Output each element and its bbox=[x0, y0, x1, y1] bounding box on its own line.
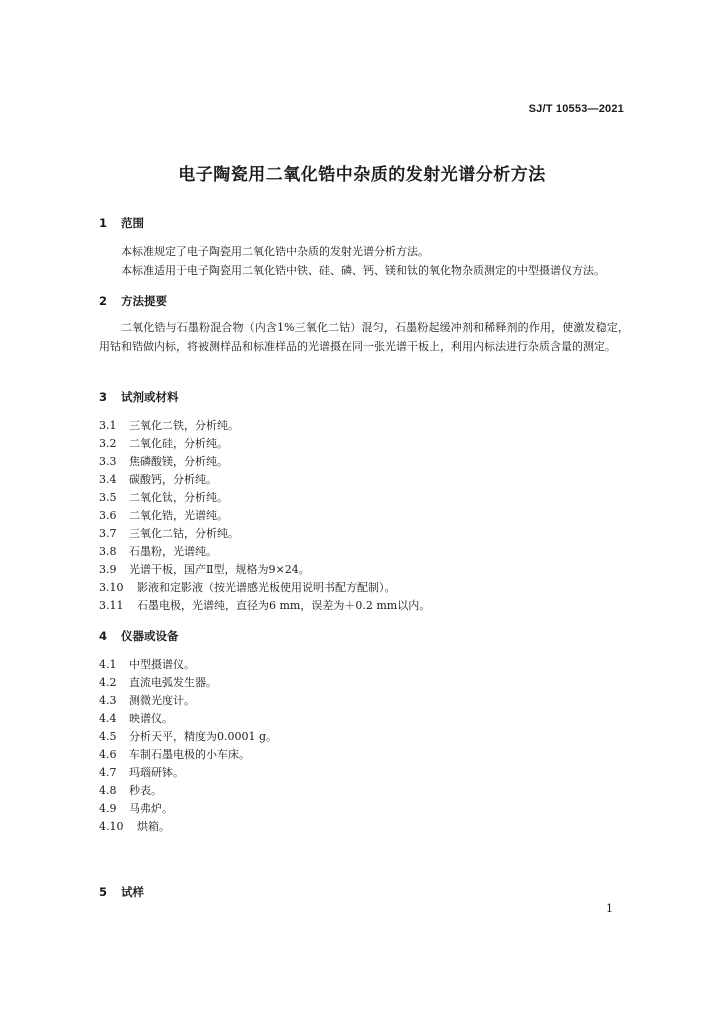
list-item: 4.5 分析天平，精度为0.0001 g。 bbox=[99, 730, 278, 743]
section-title: 仪器或设备 bbox=[121, 629, 179, 643]
list-item: 4.1 中型摄谱仪。 bbox=[99, 658, 195, 671]
section-number: 1 bbox=[99, 216, 108, 230]
scope-line-2: 本标准适用于电子陶瓷用二氧化锆中铁、硅、磷、钙、镁和钛的氧化物杂质测定的中型摄谱仪方法。 bbox=[121, 264, 605, 277]
method-summary-paragraph: 二氧化锆与石墨粉混合物（内含1%三氧化二钴）混匀，石墨粉起缓冲剂和稀释剂的作用，使激发稳定，用钴和锆做内标，将被测样品和标准样品的光谱摄在同一张光谱干板上，利用内标法进行杂质含量的测定。 bbox=[99, 321, 629, 353]
section-title: 试样 bbox=[121, 885, 145, 899]
list-item: 3.3 焦磷酸镁，分析纯。 bbox=[99, 455, 228, 468]
section-number: 2 bbox=[99, 294, 108, 308]
section-heading-1 bbox=[99, 215, 144, 231]
list-item: 4.9 马弗炉。 bbox=[99, 802, 173, 815]
page-number: 1 bbox=[606, 902, 613, 915]
list-item: 3.5 二氧化钛，分析纯。 bbox=[99, 491, 228, 504]
section-title: 试剂或材料 bbox=[121, 390, 179, 404]
list-item: 3.1 三氧化二铁，分析纯。 bbox=[99, 419, 239, 432]
list-item: 4.4 映谱仪。 bbox=[99, 712, 173, 725]
section-heading-4 bbox=[99, 628, 179, 644]
list-item: 3.2 二氧化硅，分析纯。 bbox=[99, 437, 228, 450]
section-heading-2 bbox=[99, 293, 167, 309]
list-item: 3.6 二氧化锆，光谱纯。 bbox=[99, 509, 228, 522]
list-item: 3.10 影液和定影液（按光谱感光板使用说明书配方配制）。 bbox=[99, 581, 396, 594]
list-item: 4.3 测微光度计。 bbox=[99, 694, 195, 707]
list-item: 4.10 烘箱。 bbox=[99, 820, 170, 833]
document-title: 电子陶瓷用二氧化锆中杂质的发射光谱分析方法 bbox=[178, 165, 546, 185]
section-number: 3 bbox=[99, 390, 108, 404]
list-item: 3.8 石墨粉，光谱纯。 bbox=[99, 545, 217, 558]
section-title: 范围 bbox=[121, 216, 145, 230]
section-heading-3 bbox=[99, 389, 179, 405]
section-heading-5 bbox=[99, 884, 144, 900]
list-item: 4.2 直流电弧发生器。 bbox=[99, 676, 217, 689]
list-item: 4.6 车制石墨电极的小车床。 bbox=[99, 748, 250, 761]
list-item: 3.7 三氧化二钴，分析纯。 bbox=[99, 527, 239, 540]
section-number: 4 bbox=[99, 629, 108, 643]
scope-line-1: 本标准规定了电子陶瓷用二氧化锆中杂质的发射光谱分析方法。 bbox=[121, 245, 429, 258]
standard-code: SJ/T 10553—2021 bbox=[528, 103, 624, 115]
list-item: 3.11 石墨电极，光谱纯，直径为6 mm，误差为＋0.2 mm以内。 bbox=[99, 599, 431, 612]
list-item: 4.8 秒表。 bbox=[99, 784, 162, 797]
list-item: 3.4 碳酸钙，分析纯。 bbox=[99, 473, 217, 486]
list-item: 4.7 玛瑙研钵。 bbox=[99, 766, 184, 779]
section-title: 方法提要 bbox=[121, 294, 168, 308]
list-item: 3.9 光谱干板，国产Ⅱ型，规格为9×24。 bbox=[99, 563, 310, 576]
section-number: 5 bbox=[99, 885, 108, 899]
